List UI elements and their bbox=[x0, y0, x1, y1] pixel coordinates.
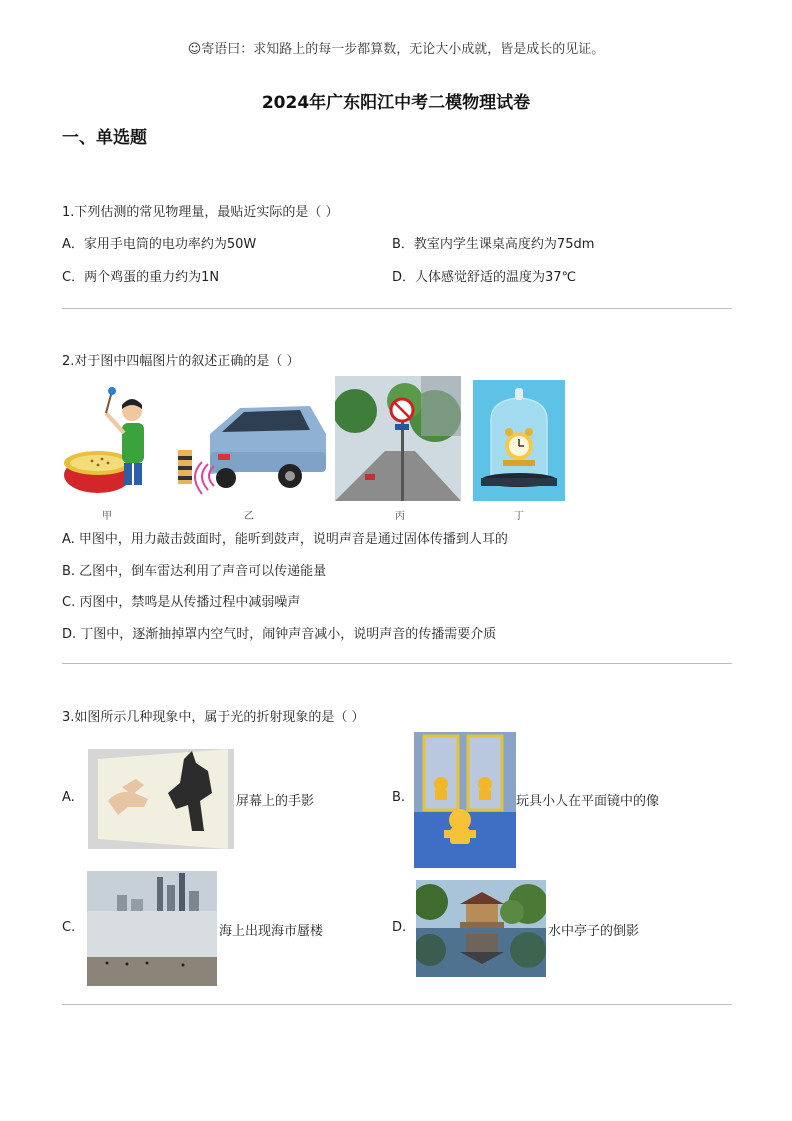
figure-caption-jia: 甲 bbox=[102, 511, 112, 522]
toy-mirror-image bbox=[414, 732, 516, 868]
drum-boy-image bbox=[62, 383, 158, 501]
question-1-stem: 1.下列估测的常见物理量，最贴近实际的是（ ） bbox=[62, 205, 339, 220]
question-3-option-c-letter: C. bbox=[62, 920, 76, 935]
mirage-sea-image bbox=[87, 871, 217, 986]
question-2-option-a: A. 甲图中，用力敲击鼓面时，能听到鼓声，说明声音是通过固体传播到人耳的 bbox=[62, 532, 508, 547]
figure-caption-yi: 乙 bbox=[244, 511, 254, 522]
question-2-option-b: B. 乙图中，倒车雷达利用了声音可以传递能量 bbox=[62, 564, 327, 579]
question-3-stem: 3.如图所示几种现象中，属于光的折射现象的是（ ） bbox=[62, 710, 365, 725]
question-2-option-c: C. 丙图中，禁鸣是从传播过程中减弱噪声 bbox=[62, 595, 301, 610]
question-1-option-b: B．教室内学生课桌高度约为75dm bbox=[392, 237, 595, 252]
question-2-option-d: D. 丁图中，逐渐抽掉罩内空气时，闹钟声音减小，说明声音的传播需要介质 bbox=[62, 627, 497, 642]
motto-text: ☺寄语曰：求知路上的每一步都算数，无论大小成就，皆是成长的见证。 bbox=[187, 42, 605, 57]
question-3-option-d-text: 水中亭子的倒影 bbox=[548, 924, 640, 939]
section-heading: 一、单选题 bbox=[62, 128, 147, 148]
divider bbox=[62, 663, 732, 664]
no-honking-street-image bbox=[335, 376, 461, 501]
question-2-stem: 2.对于图中四幅图片的叙述正确的是（ ） bbox=[62, 354, 300, 369]
question-1-option-a: A．家用手电筒的电功率约为50W bbox=[62, 237, 257, 252]
figure-caption-ding: 丁 bbox=[514, 511, 524, 522]
divider bbox=[62, 1004, 732, 1005]
question-3-option-a-letter: A. bbox=[62, 790, 75, 805]
exam-title: 2024年广东阳江中考二模物理试卷 bbox=[261, 93, 531, 113]
hand-shadow-image bbox=[88, 749, 234, 849]
question-1-option-c: C．两个鸡蛋的重力约为1N bbox=[62, 270, 220, 285]
question-3-option-c-text: 海上出现海市蜃楼 bbox=[219, 924, 324, 939]
question-3-option-a-text: 屏幕上的手影 bbox=[236, 794, 315, 809]
question-1-option-d: D．人体感觉舒适的温度为37℃ bbox=[392, 270, 577, 285]
pavilion-reflection-image bbox=[416, 880, 546, 977]
question-3-option-d-letter: D. bbox=[392, 920, 407, 935]
question-3-option-b-text: 玩具小人在平面镜中的像 bbox=[516, 794, 660, 809]
figure-caption-bing: 丙 bbox=[395, 511, 405, 522]
divider bbox=[62, 308, 732, 309]
reversing-car-image bbox=[170, 394, 330, 502]
bell-jar-clock-image bbox=[473, 380, 565, 501]
question-3-option-b-letter: B. bbox=[392, 790, 406, 805]
